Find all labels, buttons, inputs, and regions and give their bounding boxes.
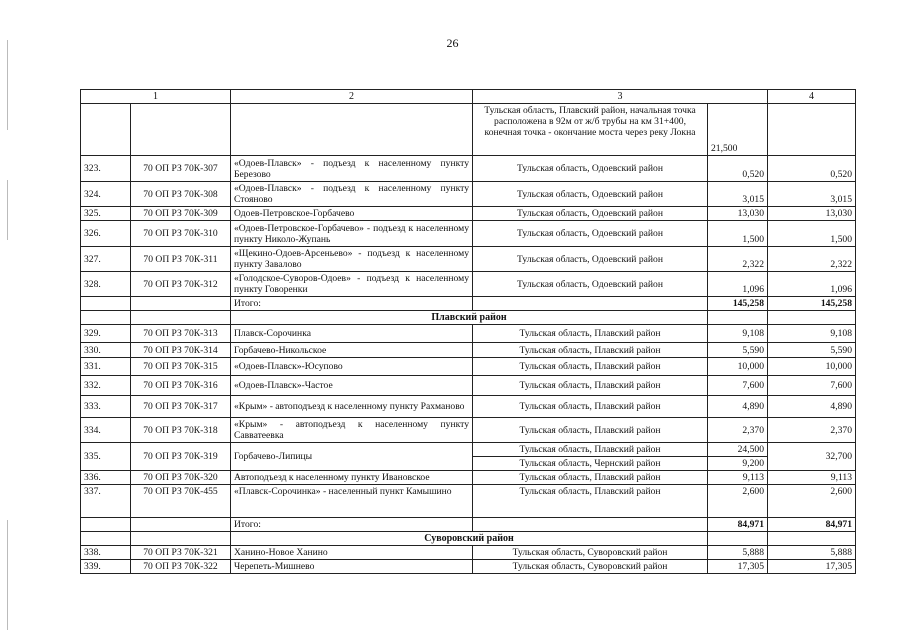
table-row <box>81 376 856 396</box>
road-total-length: 9,108 <box>768 325 856 343</box>
road-location: Тульская область, Плавский район <box>473 343 708 358</box>
road-location: Тульская область, Плавский район <box>473 418 708 443</box>
road-total-length: 0,520 <box>768 156 856 182</box>
road-total-length: 4,890 <box>768 396 856 418</box>
subtotal-row <box>81 297 856 311</box>
road-id: 70 ОП РЗ 70К-320 <box>131 471 231 485</box>
empty-cell <box>708 532 768 546</box>
road-id: 70 ОП РЗ 70К-314 <box>131 343 231 358</box>
road-name: «Одоев-Плавск»-Частое <box>231 376 473 396</box>
road-location: Тульская область, Плавский район <box>473 325 708 343</box>
road-total-length: 2,370 <box>768 418 856 443</box>
road-id: 70 ОП РЗ 70К-311 <box>131 247 231 272</box>
road-total-length: 13,030 <box>768 207 856 221</box>
scan-edge-mark <box>7 180 8 240</box>
table-row <box>81 343 856 358</box>
road-location: Тульская область, Одоевский район <box>473 182 708 207</box>
road-location: Тульская область, Одоевский район <box>473 247 708 272</box>
road-name: Автоподъезд к населенному пункту Ивановское <box>231 471 473 485</box>
page-number: 26 <box>446 36 459 50</box>
road-name: Черепеть-Мишнево <box>231 560 473 574</box>
road-id: 70 ОП РЗ 70К-312 <box>131 272 231 297</box>
road-length: 9,200 <box>708 457 768 471</box>
road-location: Тульская область, Плавский район <box>473 471 708 485</box>
road-name: Ханино-Новое Ханино <box>231 546 473 560</box>
subtotal-total: 84,971 <box>768 518 856 532</box>
road-id: 70 ОП РЗ 70К-318 <box>131 418 231 443</box>
road-id: 70 ОП РЗ 70К-319 <box>131 443 231 471</box>
empty-cell <box>81 532 131 546</box>
road-length: 2,322 <box>708 247 768 272</box>
column-header-2: 2 <box>231 90 473 104</box>
road-total-length: 1,500 <box>768 221 856 247</box>
section-header-row <box>81 532 856 546</box>
empty-cell <box>768 532 856 546</box>
empty-cell <box>131 532 231 546</box>
road-name: «Одоев-Плавск» - подъезд к населенному пункту Березово <box>231 156 473 182</box>
road-name: «Одоев-Плавск»-Юсупово <box>231 358 473 376</box>
table-row <box>81 396 856 418</box>
road-location: Тульская область, Плавский район <box>473 376 708 396</box>
road-name: «Одоев-Петровское-Горбачево» - подъезд к населенному пункту Николо-Жупань <box>231 221 473 247</box>
road-id: 70 ОП РЗ 70К-308 <box>131 182 231 207</box>
section-header-row <box>81 311 856 325</box>
scan-edge-mark <box>7 40 8 130</box>
road-name: Горбачево-Никольское <box>231 343 473 358</box>
road-total-length: 2,600 <box>768 485 856 518</box>
table-row <box>81 485 856 518</box>
table-row <box>81 443 856 457</box>
table-row <box>81 471 856 485</box>
row-number: 337. <box>81 485 131 518</box>
road-id: 70 ОП РЗ 70К-309 <box>131 207 231 221</box>
road-length: 1,096 <box>708 272 768 297</box>
table-row <box>81 358 856 376</box>
empty-cell <box>473 518 708 532</box>
road-location: Тульская область, Суворовский район <box>473 560 708 574</box>
road-id: 70 ОП РЗ 70К-317 <box>131 396 231 418</box>
road-location: Тульская область, Суворовский район <box>473 546 708 560</box>
column-header-3: 3 <box>473 90 768 104</box>
row-number: 329. <box>81 325 131 343</box>
road-location: Тульская область, Плавский район <box>473 396 708 418</box>
road-length: 24,500 <box>708 443 768 457</box>
table-row <box>81 207 856 221</box>
row-number: 339. <box>81 560 131 574</box>
road-name: Плавск-Сорочинка <box>231 325 473 343</box>
row-number: 328. <box>81 272 131 297</box>
table-row <box>81 418 856 443</box>
subtotal-label: Итого: <box>231 297 473 311</box>
row-number: 325. <box>81 207 131 221</box>
row-number: 334. <box>81 418 131 443</box>
row-number: 335. <box>81 443 131 471</box>
empty-cell <box>131 297 231 311</box>
table-row <box>81 182 856 207</box>
road-id: 70 ОП РЗ 70К-315 <box>131 358 231 376</box>
empty-cell <box>81 297 131 311</box>
road-location: Тульская область, Чернский район <box>473 457 708 471</box>
road-length: 5,888 <box>708 546 768 560</box>
road-id: 70 ОП РЗ 70К-322 <box>131 560 231 574</box>
road-location: Тульская область, Одоевский район <box>473 221 708 247</box>
row-number: 332. <box>81 376 131 396</box>
table-row <box>81 325 856 343</box>
subtotal-row <box>81 518 856 532</box>
row-number: 331. <box>81 358 131 376</box>
road-total-length: 7,600 <box>768 376 856 396</box>
row-number: 336. <box>81 471 131 485</box>
road-location: Тульская область, Одоевский район <box>473 156 708 182</box>
road-total-length: 1,096 <box>768 272 856 297</box>
row-number: 330. <box>81 343 131 358</box>
empty-cell <box>81 311 131 325</box>
road-id: 70 ОП РЗ 70К-321 <box>131 546 231 560</box>
table-row <box>81 156 856 182</box>
road-location: Тульская область, Плавский район <box>473 443 708 457</box>
road-length: 2,370 <box>708 418 768 443</box>
road-name: «Крым» - автоподъезд к населенному пункту Савватеевка <box>231 418 473 443</box>
subtotal-length: 84,971 <box>708 518 768 532</box>
road-total-length: 10,000 <box>768 358 856 376</box>
road-id: 70 ОП РЗ 70К-307 <box>131 156 231 182</box>
road-length: 10,000 <box>708 358 768 376</box>
road-id: 70 ОП РЗ 70К-316 <box>131 376 231 396</box>
scan-edge-mark <box>7 520 8 630</box>
road-length: 7,600 <box>708 376 768 396</box>
road-location: Тульская область, Одоевский район <box>473 207 708 221</box>
subtotal-length: 145,258 <box>708 297 768 311</box>
road-total-length: 32,700 <box>768 443 856 471</box>
road-id: 70 ОП РЗ 70К-310 <box>131 221 231 247</box>
road-total-length: 2,322 <box>768 247 856 272</box>
road-total-length: 5,888 <box>768 546 856 560</box>
road-length: 1,500 <box>708 221 768 247</box>
empty-cell <box>131 518 231 532</box>
road-location: Тульская область, Плавский район <box>473 485 708 518</box>
road-length: 5,590 <box>708 343 768 358</box>
road-total-length: 9,113 <box>768 471 856 485</box>
road-length: 4,890 <box>708 396 768 418</box>
section-title: Суворовский район <box>231 532 708 546</box>
road-id: 70 ОП РЗ 70К-313 <box>131 325 231 343</box>
row-number: 324. <box>81 182 131 207</box>
road-location: Тульская область, Плавский район <box>473 358 708 376</box>
row-number: 338. <box>81 546 131 560</box>
row-number: 327. <box>81 247 131 272</box>
road-name: Горбачево-Липицы <box>231 443 473 471</box>
column-header-4: 4 <box>768 90 856 104</box>
table-row <box>81 221 856 247</box>
road-name: «Крым» - автоподъезд к населенному пункту Рахманово <box>231 396 473 418</box>
empty-cell <box>81 518 131 532</box>
continuation-length: 21,500 <box>708 104 768 156</box>
road-length: 9,108 <box>708 325 768 343</box>
road-length: 9,113 <box>708 471 768 485</box>
road-location: Тульская область, Одоевский район <box>473 272 708 297</box>
road-name: «Одоев-Плавск» - подъезд к населенному пункту Стояново <box>231 182 473 207</box>
table-row <box>81 247 856 272</box>
empty-cell <box>708 311 768 325</box>
subtotal-total: 145,258 <box>768 297 856 311</box>
road-total-length: 17,305 <box>768 560 856 574</box>
road-length: 0,520 <box>708 156 768 182</box>
column-header-row <box>81 90 856 104</box>
empty-cell <box>131 311 231 325</box>
road-length: 3,015 <box>708 182 768 207</box>
column-header-1: 1 <box>81 90 231 104</box>
row-number: 323. <box>81 156 131 182</box>
road-length: 2,600 <box>708 485 768 518</box>
road-name: «Щекино-Одоев-Арсеньево» - подъезд к населенному пункту Завалово <box>231 247 473 272</box>
road-length: 17,305 <box>708 560 768 574</box>
road-total-length: 5,590 <box>768 343 856 358</box>
table-row <box>81 272 856 297</box>
row-number: 333. <box>81 396 131 418</box>
empty-cell <box>473 297 708 311</box>
continuation-location: Тульская область, Плавский район, начальная точка расположена в 92м от ж/б трубы на км 31+400, конечная точка - окончание моста через реку Локна <box>473 104 708 156</box>
subtotal-label: Итого: <box>231 518 473 532</box>
road-total-length: 3,015 <box>768 182 856 207</box>
section-title: Плавский район <box>231 311 708 325</box>
road-length: 13,030 <box>708 207 768 221</box>
table-row <box>81 546 856 560</box>
table-row <box>81 560 856 574</box>
empty-cell <box>768 311 856 325</box>
road-name: Одоев-Петровское-Горбачево <box>231 207 473 221</box>
road-name: «Голодское-Суворов-Одоев» - подъезд к населенному пункту Говоренки <box>231 272 473 297</box>
road-register-table <box>80 89 856 574</box>
row-number: 326. <box>81 221 131 247</box>
road-name: «Плавск-Сорочинка» - населенный пункт Камышино <box>231 485 473 518</box>
continuation-row <box>81 104 856 156</box>
road-id: 70 ОП РЗ 70К-455 <box>131 485 231 518</box>
